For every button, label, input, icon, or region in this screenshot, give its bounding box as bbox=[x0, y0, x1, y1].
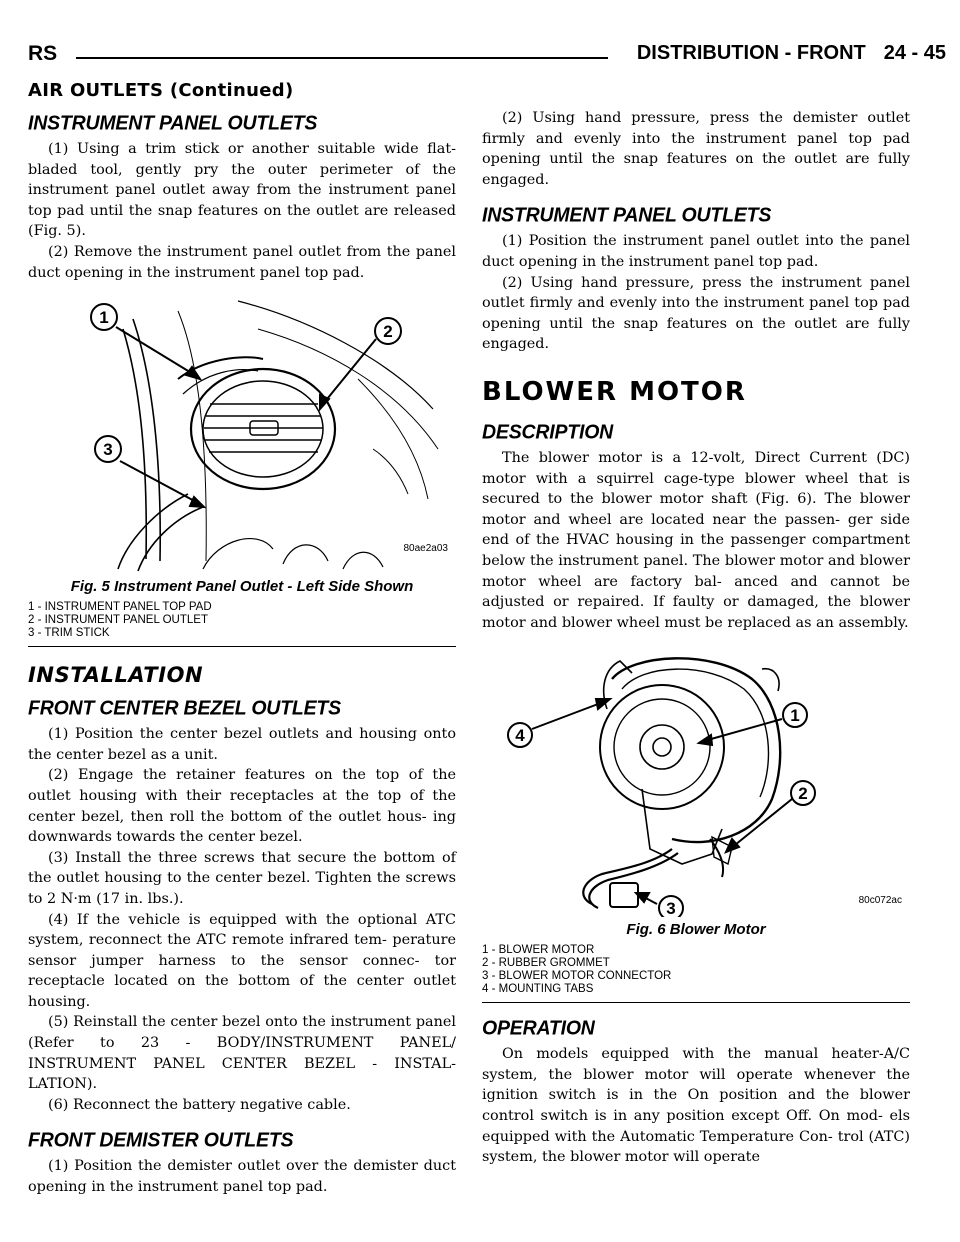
heading-installation: INSTALLATION bbox=[28, 663, 204, 688]
paragraph: (3) Install the three screws that secure the bottom of the outlet housing to the center bezel. Tighten the screws to 2 N·m (17 in. lbs.). bbox=[28, 849, 456, 907]
paragraph: (1) Position the instrument panel outlet into the panel duct opening in the instrument panel top pad. bbox=[482, 233, 910, 270]
callout-3: 3 bbox=[666, 899, 676, 918]
paragraph: (6) Reconnect the battery negative cable. bbox=[48, 1096, 351, 1113]
paragraph: (5) Reinstall the center bezel onto the instrument panel (Refer to 23 - BODY/INSTRUMENT PANEL/ INSTRUMENT PANEL CENTER BEZEL - INSTAL- LATION). bbox=[28, 1014, 456, 1093]
panel-edge-line bbox=[123, 329, 146, 559]
heading-blower-motor: BLOWER MOTOR bbox=[482, 376, 747, 407]
blower-motor-illustration bbox=[482, 649, 910, 917]
paragraph: (1) Position the center bezel outlets and housing onto the center bezel as a unit. bbox=[28, 726, 456, 763]
heading-front-demister-outlets: FRONT DEMISTER OUTLETS bbox=[28, 1128, 294, 1152]
paragraph: (2) Using hand pressure, press the instrument panel outlet firmly and evenly into the instrument panel top pad opening until the snap features on the outlet are fully engaged. bbox=[482, 274, 910, 353]
header-rs: RS bbox=[28, 42, 58, 65]
figure-code: 80c072ac bbox=[858, 895, 902, 907]
callout-2: 2 bbox=[798, 784, 808, 804]
heading-description: DESCRIPTION bbox=[482, 420, 614, 444]
page-header bbox=[28, 40, 946, 70]
legend-item: 1 - INSTRUMENT PANEL TOP PAD bbox=[28, 601, 212, 614]
motor-housing bbox=[612, 659, 780, 843]
callout-1: 1 bbox=[790, 706, 800, 726]
paragraph: (1) Using a trim stick or another suitable wide flat-bladed tool, gently pry the outer perimeter of the instrument panel outlet away from the instrument panel top pad until the snap features on the outlet are released (Fig. 5). bbox=[28, 141, 456, 240]
heading-instrument-panel-outlets-installation: INSTRUMENT PANEL OUTLETS bbox=[482, 203, 772, 227]
figure-6-legend bbox=[482, 944, 910, 1003]
header-section-title: DISTRIBUTION - FRONT bbox=[636, 42, 866, 64]
left-column bbox=[28, 108, 456, 1198]
header-section bbox=[637, 42, 946, 65]
continued-heading: AIR OUTLETS (Continued) bbox=[28, 80, 294, 101]
paragraph: The blower motor is a 12-volt, Direct Current (DC) motor with a squirrel cage-type blower wheel that is secured to the blower motor shaft (Fig. 6). The blower motor and wheel are located near the passen- ger side end of the HVAC housing in the passenger compartment below the instrument panel. The blower motor and blower motor wheel are factory bal- anced and cannot be adjusted or repaired. If faulty or damaged, the blower motor and blower wheel must be replaced as an assembly. bbox=[482, 449, 910, 631]
page-number: 24 - 45 bbox=[883, 42, 946, 64]
heading-instrument-panel-outlets-removal: INSTRUMENT PANEL OUTLETS bbox=[28, 111, 318, 135]
callout-2: 2 bbox=[383, 322, 393, 342]
figure-5-legend bbox=[28, 601, 456, 647]
figure-5 bbox=[28, 299, 456, 647]
right-column bbox=[482, 108, 910, 1168]
harness-wire bbox=[583, 849, 672, 904]
callout-4: 4 bbox=[515, 726, 525, 746]
legend-item: 2 - INSTRUMENT PANEL OUTLET bbox=[28, 614, 208, 627]
callout-1: 1 bbox=[99, 308, 109, 328]
paragraph: (1) Position the demister outlet over the demister duct opening in the instrument panel top pad. bbox=[28, 1158, 456, 1196]
paragraph: (4) If the vehicle is equipped with the optional ATC system, reconnect the ATC remote infrared tem- perature sensor jumper harness to the sensor connec- tor receptacle located on the bottom of the center outlet housing. bbox=[28, 911, 456, 1010]
paragraph: (2) Remove the instrument panel outlet from the panel duct opening in the instrument panel top pad. bbox=[28, 243, 456, 281]
paragraph: (2) Using hand pressure, press the demister outlet firmly and evenly into the instrument panel top pad opening until the snap features on the outlet are fully engaged. bbox=[482, 110, 910, 188]
instrument-panel-outlet-illustration bbox=[28, 299, 456, 574]
legend-item: 1 - BLOWER MOTOR bbox=[482, 944, 595, 957]
motor-shaft bbox=[640, 725, 684, 769]
figure-6-title: Fig. 6 Blower Motor bbox=[626, 921, 766, 939]
heading-front-center-bezel-outlets: FRONT CENTER BEZEL OUTLETS bbox=[28, 696, 341, 720]
figure-6 bbox=[482, 649, 910, 1003]
outlet-bezel bbox=[191, 369, 335, 489]
callout-3: 3 bbox=[103, 440, 113, 460]
paragraph: (2) Engage the retainer features on the top of the outlet housing with their receptacles at the top of the center bezel, then roll the bottom of the outlet hous- ing downwards towards the center bezel. bbox=[28, 767, 456, 846]
header-rule bbox=[76, 57, 608, 59]
paragraph: On models equipped with the manual heater-A/C system, the blower motor will operate whenever the ignition switch is in the On position and the blower control switch is in any position except Off. On mod- els equipped with the Automatic Temperature Con- trol (ATC) system, the blower motor will operate bbox=[482, 1046, 910, 1166]
connector bbox=[610, 883, 638, 907]
figure-code: 80ae2a03 bbox=[403, 543, 448, 555]
legend-item: 2 - RUBBER GROMMET bbox=[482, 957, 610, 970]
legend-item: 4 - MOUNTING TABS bbox=[482, 983, 594, 996]
legend-item: 3 - BLOWER MOTOR CONNECTOR bbox=[482, 970, 672, 983]
figure-5-title: Fig. 5 Instrument Panel Outlet - Left Side Shown bbox=[70, 578, 414, 596]
legend-item: 3 - TRIM STICK bbox=[28, 627, 110, 640]
heading-operation: OPERATION bbox=[482, 1016, 595, 1040]
